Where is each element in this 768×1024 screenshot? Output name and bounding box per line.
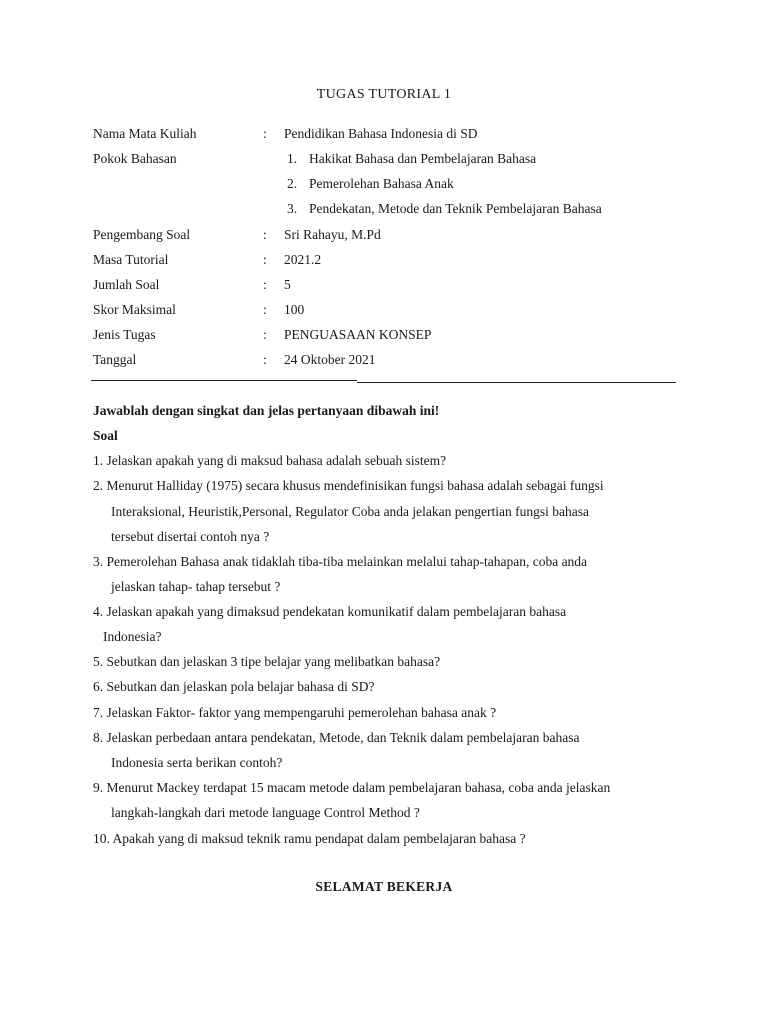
- question-line: Indonesia?: [103, 629, 162, 644]
- info-colon: :: [263, 352, 267, 367]
- section-heading: Soal: [93, 428, 118, 443]
- info-label: Tanggal: [93, 352, 137, 367]
- info-row-developer: [0, 225, 768, 245]
- question-line: jelaskan tahap- tahap tersebut ?: [111, 579, 281, 594]
- question-line: 7. Jelaskan Faktor- faktor yang mempengaruhi pemerolehan bahasa anak ?: [93, 705, 497, 720]
- question-line: 9. Menurut Mackey terdapat 15 macam metode dalam pembelajaran bahasa, coba anda jelaskan: [93, 780, 611, 795]
- info-value: Pendidikan Bahasa Indonesia di SD: [284, 126, 478, 141]
- topic-item: [287, 199, 602, 219]
- info-label: Masa Tutorial: [93, 252, 169, 267]
- closing-text: SELAMAT BEKERJA: [315, 879, 453, 894]
- question-line: 2. Menurut Halliday (1975) secara khusus mendefinisikan fungsi bahasa adalah sebagai fungsi: [93, 478, 604, 493]
- instruction-text: Jawablah dengan singkat dan jelas pertanyaan dibawah ini!: [93, 403, 440, 418]
- info-row-date: [0, 350, 768, 370]
- divider-line: [91, 380, 357, 381]
- info-label: Pokok Bahasan: [93, 151, 177, 166]
- question-line: 5. Sebutkan dan jelaskan 3 tipe belajar yang melibatkan bahasa?: [93, 654, 441, 669]
- topic-number: 1.: [287, 151, 298, 166]
- info-row-period: [0, 250, 768, 270]
- question-line: 3. Pemerolehan Bahasa anak tidaklah tiba-tiba melainkan melalui tahap-tahapan, coba anda: [93, 554, 588, 569]
- divider-line: [357, 382, 676, 383]
- topic-text: Pendekatan, Metode dan Teknik Pembelajaran Bahasa: [309, 201, 602, 216]
- info-colon: :: [263, 126, 267, 141]
- info-colon: :: [263, 227, 267, 242]
- info-label: Nama Mata Kuliah: [93, 126, 197, 141]
- question-line: Indonesia serta berikan contoh?: [111, 755, 283, 770]
- info-colon: :: [263, 252, 267, 267]
- info-value: PENGUASAAN KONSEP: [284, 327, 432, 342]
- topic-number: 3.: [287, 201, 298, 216]
- info-colon: :: [263, 277, 267, 292]
- topic-text: Hakikat Bahasa dan Pembelajaran Bahasa: [309, 151, 537, 166]
- info-value: Sri Rahayu, M.Pd: [284, 227, 381, 242]
- topic-text: Pemerolehan Bahasa Anak: [309, 176, 454, 191]
- question-line: 10. Apakah yang di maksud teknik ramu pendapat dalam pembelajaran bahasa ?: [93, 831, 526, 846]
- question-line: 4. Jelaskan apakah yang dimaksud pendekatan komunikatif dalam pembelajaran bahasa: [93, 604, 567, 619]
- question-line: langkah-langkah dari metode language Control Method ?: [111, 805, 420, 820]
- info-value: 2021.2: [284, 252, 322, 267]
- topic-number: 2.: [287, 176, 298, 191]
- topic-item: [287, 149, 536, 169]
- topic-item: [287, 174, 454, 194]
- question-line: Interaksional, Heuristik,Personal, Regulator Coba anda jelakan pengertian fungsi bahasa: [111, 504, 589, 519]
- info-value: 5: [284, 277, 291, 292]
- info-row-type: [0, 325, 768, 345]
- info-value: 100: [284, 302, 305, 317]
- info-row-score: [0, 300, 768, 320]
- info-colon: :: [263, 302, 267, 317]
- info-colon: :: [263, 327, 267, 342]
- info-label: Pengembang Soal: [93, 227, 191, 242]
- info-row-count: [0, 275, 768, 295]
- info-label: Jumlah Soal: [93, 277, 160, 292]
- question-line: 6. Sebutkan dan jelaskan pola belajar bahasa di SD?: [93, 679, 375, 694]
- info-value: 24 Oktober 2021: [284, 352, 376, 367]
- info-row-course: [0, 124, 768, 144]
- question-line: 8. Jelaskan perbedaan antara pendekatan, Metode, dan Teknik dalam pembelajaran bahasa: [93, 730, 580, 745]
- question-line: 1. Jelaskan apakah yang di maksud bahasa adalah sebuah sistem?: [93, 453, 447, 468]
- info-label: Skor Maksimal: [93, 302, 176, 317]
- info-label: Jenis Tugas: [93, 327, 156, 342]
- question-line: tersebut disertai contoh nya ?: [111, 529, 270, 544]
- document-title: TUGAS TUTORIAL 1: [316, 87, 452, 102]
